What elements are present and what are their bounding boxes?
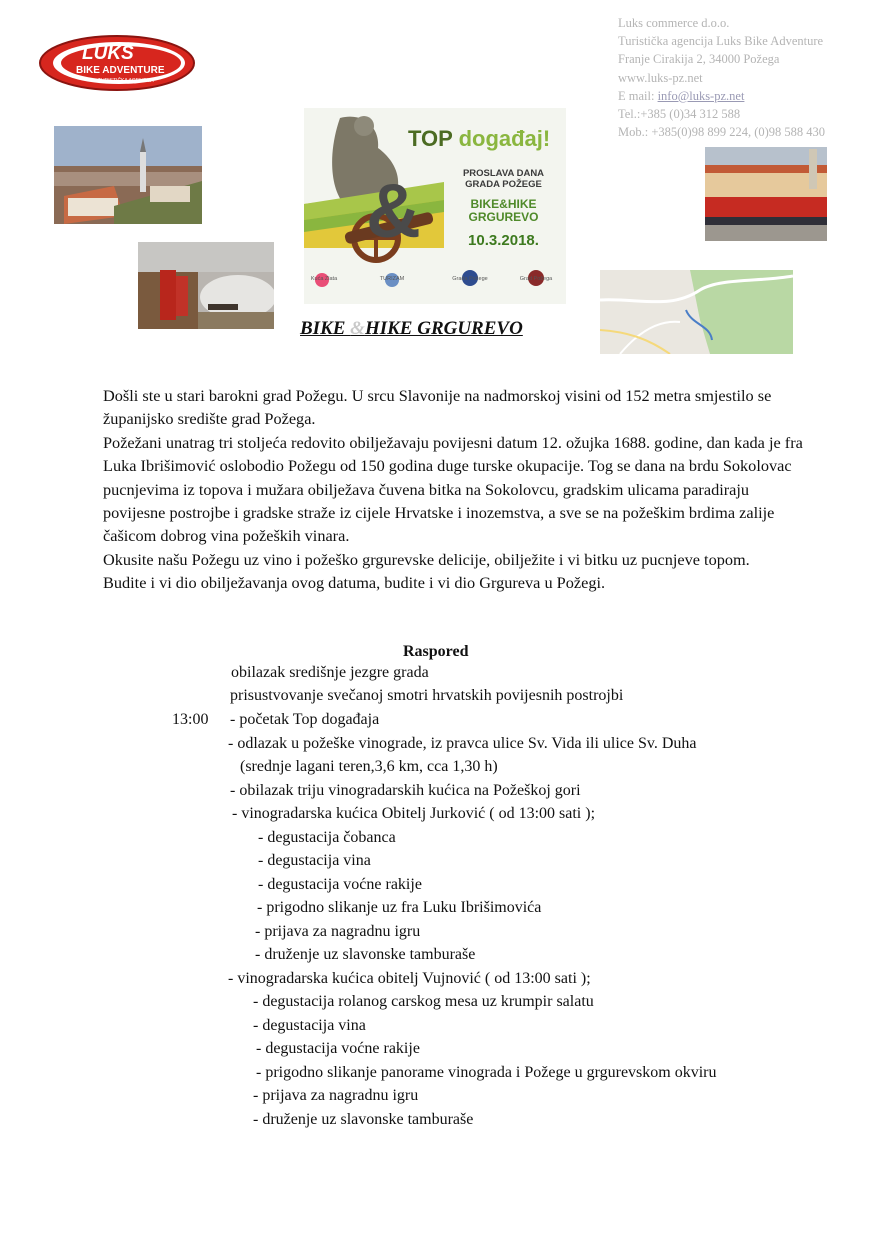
company-web[interactable]: www.luks-pz.net bbox=[618, 70, 703, 85]
company-contact bbox=[618, 14, 868, 141]
company-email-row bbox=[618, 87, 868, 105]
poster-logo-3: Grada Požege bbox=[452, 276, 488, 282]
logo-main-text: LUKS bbox=[82, 43, 134, 64]
town-panorama-photo bbox=[54, 126, 202, 224]
schedule-item: - druženje uz slavonske tamburaše bbox=[253, 1111, 474, 1128]
logo-tagline: TURISTIČKA AGENCIJA bbox=[98, 78, 154, 84]
schedule-item: - degustacija vina bbox=[258, 852, 371, 869]
paragraph: Došli ste u stari barokni grad Požegu. U srcu Slavonije na nadmorskoj visini od 152 metra smjestilo se županijsko središte grad Požega. bbox=[103, 386, 772, 429]
schedule-item: (srednje lagani teren,3,6 km, cca 1,30 h) bbox=[240, 758, 498, 775]
company-mob: Mob.: +385(0)98 899 224, (0)98 588 430 bbox=[618, 125, 826, 140]
schedule-item: - vinogradarska kućica Obitelj Jurković ( od 13:00 sati ); bbox=[232, 805, 596, 822]
schedule-item: - prigodno slikanje panorame vinograda i Požege u grgurevskom okviru bbox=[256, 1064, 717, 1081]
schedule-item: - prijava za nagradnu igru bbox=[255, 923, 421, 940]
email-label: E mail: bbox=[618, 88, 658, 103]
title-part2: HIKE GRGUREVO bbox=[364, 318, 523, 339]
title-ampersand: & bbox=[350, 318, 365, 339]
poster-event-name bbox=[446, 198, 561, 224]
page-title bbox=[300, 318, 523, 340]
poster-event-word: događaj! bbox=[458, 126, 551, 151]
agency-name: Turistička agencija Luks Bike Adventure bbox=[618, 34, 824, 49]
poster-ampersand: & bbox=[366, 169, 421, 254]
schedule-time: 13:00 bbox=[172, 711, 209, 728]
schedule-item: - vinogradarska kućica obitelj Vujnović ( od 13:00 sati ); bbox=[228, 970, 591, 987]
company-address: Franje Cirakija 2, 34000 Požega bbox=[618, 52, 780, 67]
schedule-item: prisustvovanje svečanoj smotri hrvatskih povijesnih postrojbi bbox=[230, 687, 624, 704]
event-poster bbox=[304, 108, 566, 304]
schedule-item: - degustacija rolanog carskog mesa uz krumpir salatu bbox=[253, 993, 594, 1010]
luks-logo bbox=[38, 34, 196, 92]
schedule-item: - prijava za nagradnu igru bbox=[253, 1087, 419, 1104]
title-part1: BIKE bbox=[300, 318, 351, 339]
poster-line4: GRGUREVO bbox=[468, 210, 539, 224]
company-tel: Tel.:+385 (0)34 312 588 bbox=[618, 107, 741, 122]
company-name: Luks commerce d.o.o. bbox=[618, 16, 730, 30]
poster-line2: GRADA POŽEGE bbox=[465, 179, 542, 190]
schedule-heading: Raspored bbox=[403, 643, 469, 660]
schedule-item: - početak Top događaja bbox=[230, 711, 380, 728]
poster-date: 10.3.2018. bbox=[468, 232, 539, 249]
poster-logo-4: Grad Požega bbox=[519, 276, 553, 282]
paragraph: Okusite našu Požegu uz vino i požeško grgurevske delicije, obilježite i vi bitku uz pucnjeve topom. bbox=[103, 549, 750, 569]
guards-parade-photo bbox=[705, 147, 827, 241]
poster-logo-1: Kuća Zlata bbox=[310, 276, 338, 282]
poster-celebration bbox=[446, 168, 561, 190]
schedule-item: - odlazak u požeške vinograde, iz pravca ulice Sv. Vida ili ulice Sv. Duha bbox=[228, 735, 697, 752]
schedule-item: - degustacija voćne rakije bbox=[258, 876, 422, 893]
poster-top-word: TOP bbox=[408, 126, 453, 151]
paragraph: Požežani unatrag tri stoljeća redovito obilježavaju povijesni datum 12. ožujka 1688. godine, dan kada je fra Luka Ibrišimović oslobodio Požegu od 150 godina duge turske okupacije. Tog se dana na brdu Sokolovac pucnjevima iz topova i mužara obilježava čuvena bitka na Sokolovcu, gradskim ulicama paradiraju povijesne postrojbe i gradske straže iz cijele Hrvatske i inozemstva, a sve se na požeškim brdima zalije čašicom dobrog vina požeških vinara. bbox=[103, 432, 803, 546]
cannon-soldiers-photo bbox=[138, 242, 274, 329]
poster-top-event bbox=[408, 126, 550, 152]
poster-line1: PROSLAVA DANA bbox=[462, 168, 545, 179]
schedule-item: - druženje uz slavonske tamburaše bbox=[255, 946, 476, 963]
route-map[interactable] bbox=[600, 270, 793, 354]
poster-line3: BIKE&HIKE bbox=[470, 197, 537, 211]
luks-logo-graphic bbox=[38, 34, 196, 92]
logo-sub-text: BIKE ADVENTURE bbox=[76, 65, 165, 76]
schedule-item: - degustacija čobanca bbox=[258, 829, 396, 846]
intro-text bbox=[103, 384, 803, 595]
schedule-item: obilazak središnje jezgre grada bbox=[231, 664, 429, 681]
paragraph: Budite i vi dio obilježavanja ovog datuma, budite i vi dio Grgureva u Požegi. bbox=[103, 573, 606, 593]
schedule-item: - obilazak triju vinogradarskih kućica na Požeškoj gori bbox=[230, 782, 581, 799]
schedule-item: - prigodno slikanje uz fra Luku Ibrišimovića bbox=[257, 899, 542, 916]
schedule-item: - degustacija vina bbox=[253, 1017, 366, 1034]
poster-logo-2: TURIZAM bbox=[379, 276, 405, 282]
email-link[interactable]: info@luks-pz.net bbox=[657, 88, 745, 103]
schedule-item: - degustacija voćne rakije bbox=[256, 1040, 420, 1057]
